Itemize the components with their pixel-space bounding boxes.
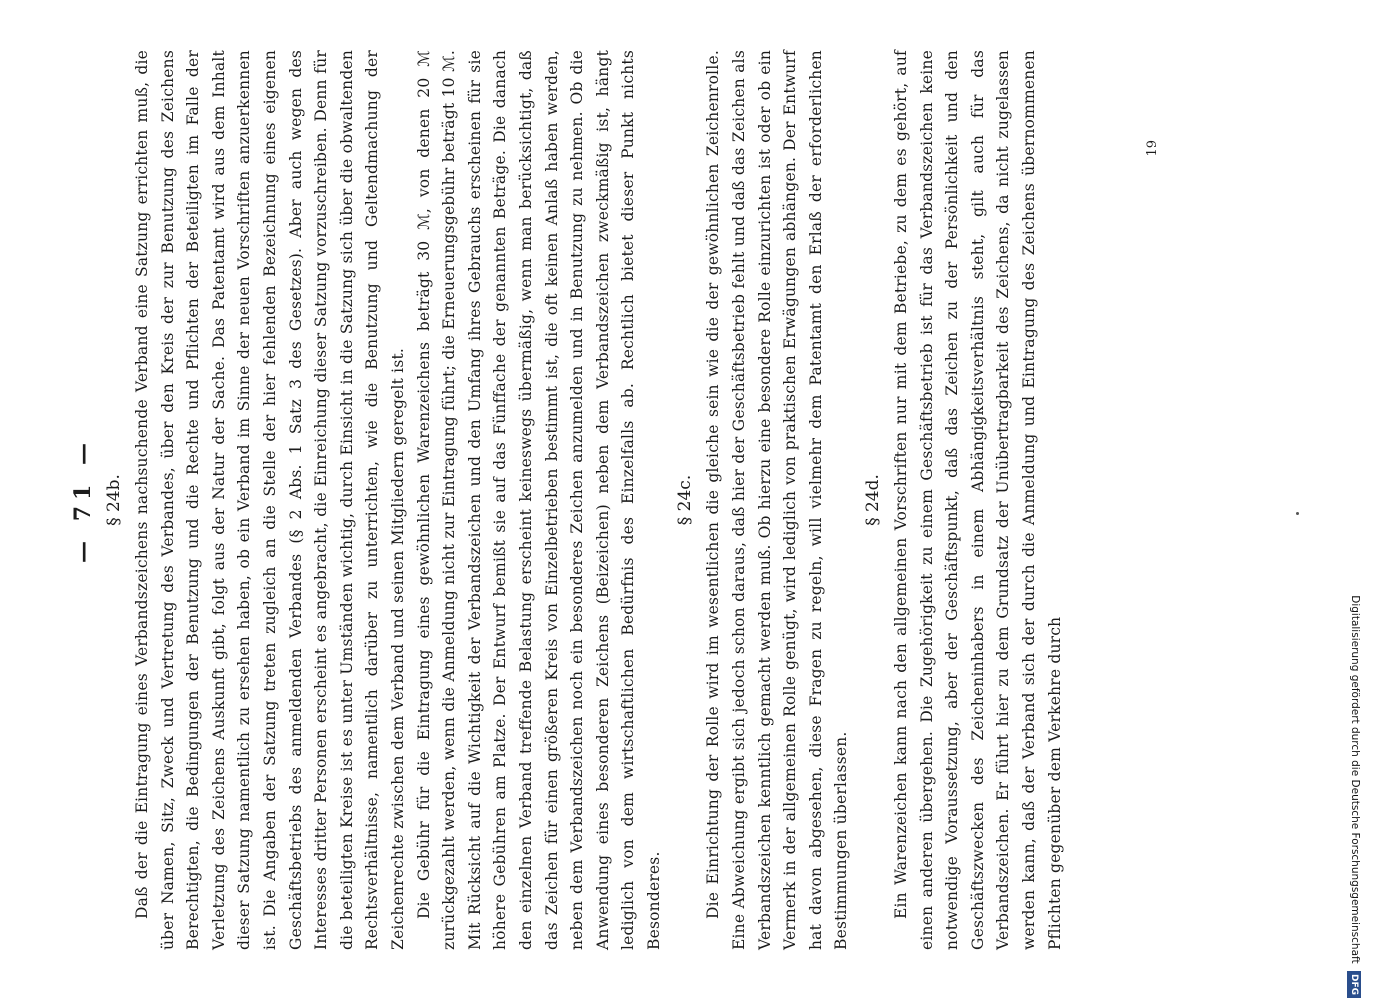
paragraph: Die Einrichtung der Rolle wird im wesentlichen die gleiche sein wie die der gewöhnlichen Zeichenrolle. Eine Abweichung ergibt sich jedoch schon daraus, daß hier der Geschäftsbetrieb fehlt und daß das Zeichen als Verbandszeichen kenntlich gemacht werden muß. Ob hierzu eine besondere Rolle einzurichten ist oder ob ein Vermerk in der allgemeinen Rolle genügt, wird lediglich von praktischen Erwägungen abhängen. Der Entwurf hat davon abgesehen, diese Fragen zu regeln, will vielmehr dem Patentamt den Erlaß der erforderlichen Bestimmungen überlassen. [704, 50, 851, 950]
scan-speck [1296, 512, 1299, 515]
page-number: — 71 — [70, 437, 96, 563]
section-title: § 24b. [104, 474, 124, 526]
section-24b [104, 50, 667, 950]
paragraph: Daß der die Eintragung eines Verbandszeichens nachsuchende Verband eine Satzung errichten muß, die über Namen, Sitz, Zweck und Vertretung des Verbandes, über den Kreis der zur Benutzung des Zeichens Berechtigten, die Bedingungen der Benutzung und die Rechte und Pflichten der Beteiligten im Falle der Verletzung des Zeichens Auskunft gibt, folgt aus der Natur der Sache. Das Patentamt wird aus dem Inhalt dieser Satzung namentlich zu ersehen haben, ob ein Verband im Sinne der neuen Vorschriften anzuerkennen ist. Die Angaben der Satzung treten zugleich an die Stelle der hier fehlenden Bezeichnung eines eigenen Geschäftsbetriebs des anmeldenden Verbandes (§ 2 Abs. 1 Satz 3 des Gesetzes). Aber auch wegen des Interesses dritter Personen erscheint es angebracht, die Einreichung dieser Satzung vorzuschreiben. Denn für die beteiligten Kreise ist es unter Umständen wichtig, durch Einsicht in die Satzung sich über die obwaltenden Rechtsverhältnisse, namentlich darüber zu unterrichten, wie die Benutzung und Geltendmachung der Zeichenrechte zwischen dem Verband und seinen Mitgliedern geregelt ist. [133, 50, 407, 950]
paragraph: Ein Warenzeichen kann nach den allgemeinen Vorschriften nur mit dem Betriebe, zu dem es gehört, auf einen anderen übergehen. Die Zugehörigkeit zu einem Geschäftsbetrieb ist für das Verbandszeichen keine notwendige Voraussetzung, aber der Geschäftspunkt, daß das Zeichen zu der Persönlichkeit und den Geschäftszwecken des Zeicheninhabers in einem Abhängigkeitsverhältnis steht, gilt auch für das Verbandszeichen. Er führt hier zu dem Grundsatz der Unübertragbarkeit des Zeichens, da nicht zugelassen werden kann, daß der Verband sich der durch die Anmeldung und Eintragung des Zeichens übernommenen Pflichten gegenüber dem Verkehre durch [892, 50, 1064, 950]
digitization-credit [1340, 8, 1370, 998]
section-title: § 24d. [863, 474, 884, 526]
document-page [70, 50, 1230, 950]
credit-text: Digitalisierung gefördert durch die Deutsche Forschungsgemeinschaft [1349, 595, 1361, 964]
section-title: § 24c. [675, 474, 696, 526]
section-24c [675, 50, 855, 950]
section-24d [863, 50, 1068, 950]
sheet-number: 19 [1145, 140, 1160, 157]
dfg-logo-badge: DFG [1347, 971, 1361, 998]
paragraph: Die Gebühr für die Eintragung eines gewöhnlichen Warenzeichens beträgt 30 ℳ, von denen 20 ℳ zurückgezahlt werden, wenn die Anmeldung nicht zur Eintragung führt; die Erneuerungsgebühr beträgt 10 ℳ. Mit Rücksicht auf die Wichtigkeit der Verbandszeichen und den Umfang ihres Gebrauchs erscheinen für sie höhere Gebühren am Platze. Der Entwurf bemißt sie auf das Fünffache der genannten Beträge. Die danach den einzelnen Verband treffende Belastung erscheint keineswegs übermäßig, wenn man berücksichtigt, daß das Zeichen für einen größeren Kreis von Einzelbetrieben bestimmt ist, die oft keinen Anlaß haben werden, neben dem Verbandszeichen noch ein besonderes Zeichen anzumelden und in Benutzung zu nehmen. Ob die Anwendung eines besonderen Zeichens (Beizeichen) neben dem Verbandszeichen zweckmäßig ist, hängt lediglich von dem wirtschaftlichen Bedürfnis des Einzelfalls ab. Rechtlich bietet dieser Punkt nichts Besonderes. [414, 50, 663, 950]
